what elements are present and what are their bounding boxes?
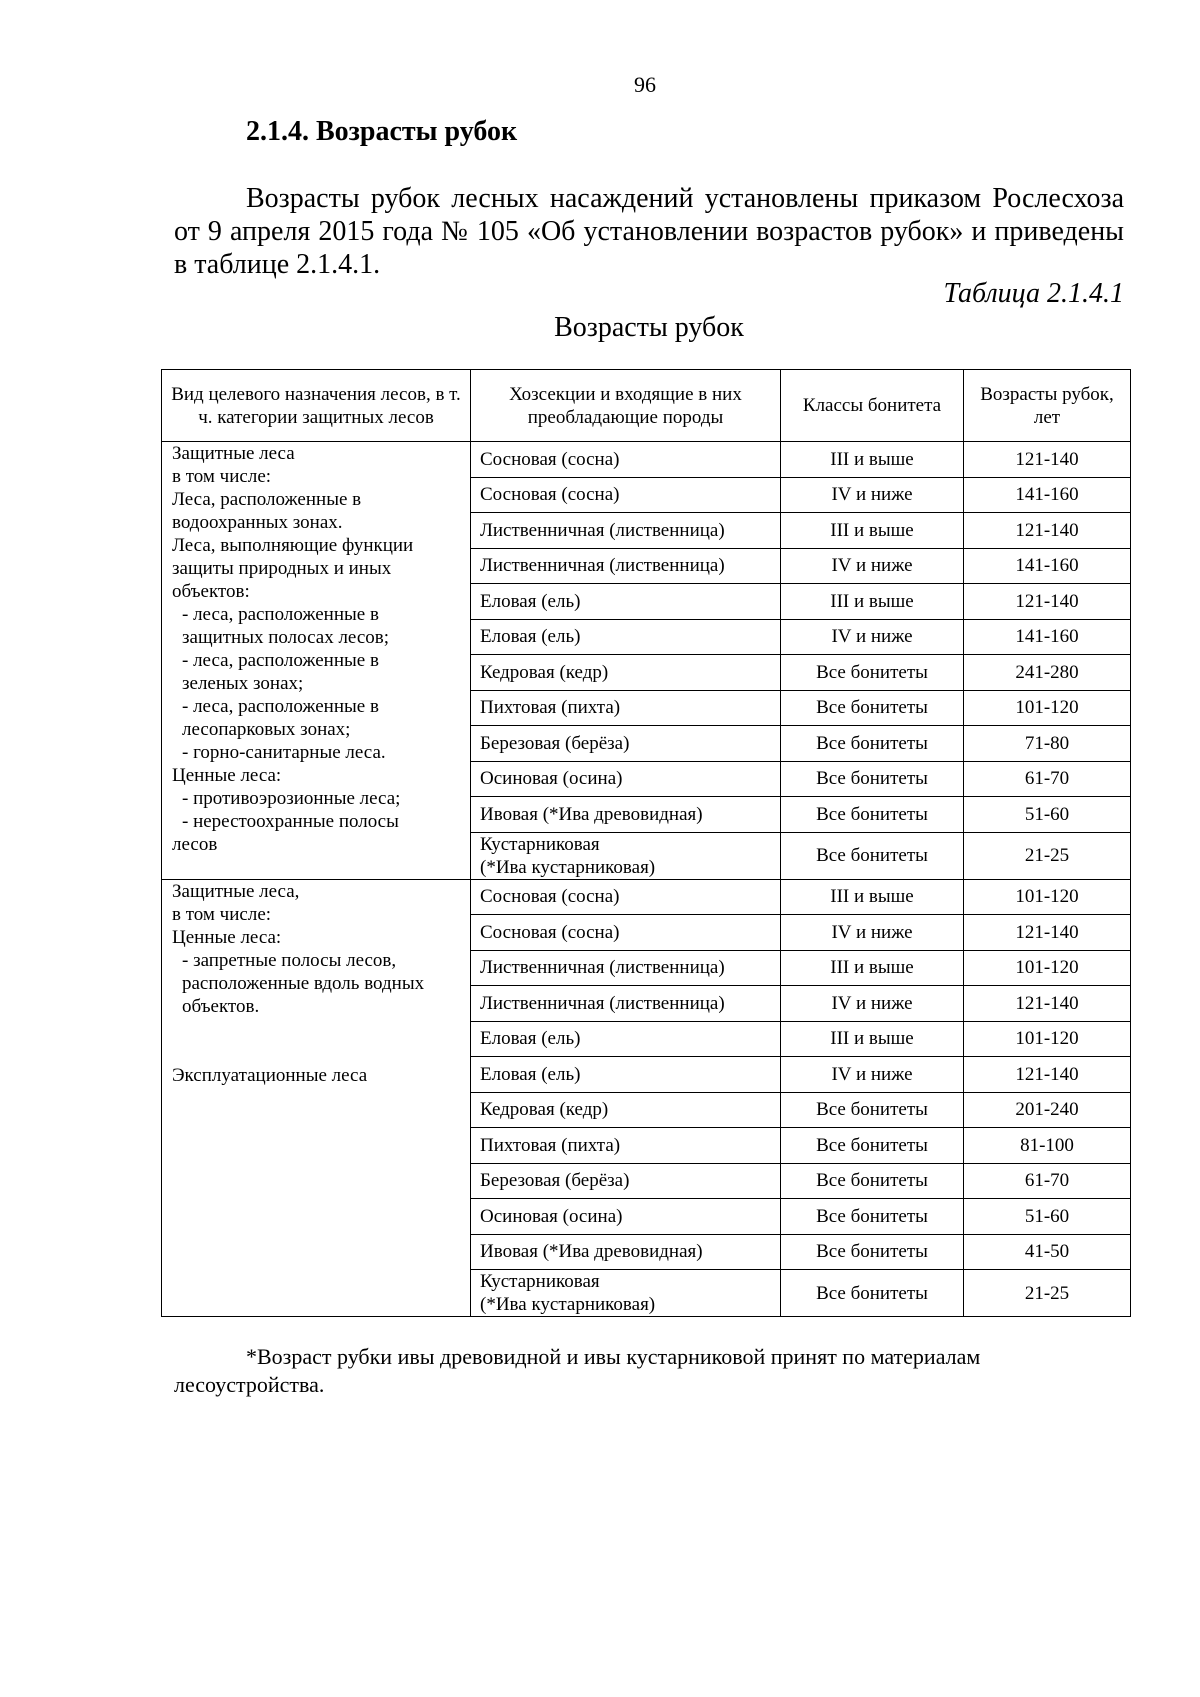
forest-purpose-cell <box>162 879 471 1317</box>
cutting-age-cell: 121-140 <box>964 584 1131 620</box>
bonitet-cell: III и выше <box>781 879 964 915</box>
bonitet-cell: Все бонитеты <box>781 761 964 797</box>
forest-purpose-line: Защитные леса, <box>172 880 300 902</box>
cutting-age-cell: 121-140 <box>964 513 1131 549</box>
breed-cell: Еловая (ель) <box>471 1057 781 1093</box>
table-row <box>162 442 1131 478</box>
breed-cell: Осиновая (осина) <box>471 1199 781 1235</box>
breed-cell: Сосновая (сосна) <box>471 879 781 915</box>
breed-cell: Березовая (берёза) <box>471 726 781 762</box>
bonitet-cell: Все бонитеты <box>781 655 964 691</box>
bonitet-cell: IV и ниже <box>781 477 964 513</box>
cutting-age-table <box>161 369 1131 1317</box>
cutting-age-cell: 61-70 <box>964 1163 1131 1199</box>
footnote: *Возраст рубки ивы древовидной и ивы кустарниковой принят по материалам лесоустройства. <box>174 1344 981 1397</box>
bonitet-cell: III и выше <box>781 584 964 620</box>
breed-cell: Березовая (берёза) <box>471 1163 781 1199</box>
cutting-age-cell: 51-60 <box>964 1199 1131 1235</box>
forest-purpose-line: защитных полосах лесов; <box>182 627 390 648</box>
forest-purpose-line: лесов <box>172 834 218 855</box>
table-title: Возрасты рубок <box>554 312 744 343</box>
forest-purpose-line: - нерестоохранные полосы <box>182 811 399 832</box>
forest-purpose-line: объектов: <box>172 581 250 602</box>
header-forest-purpose: Вид целевого назначения лесов, в т. ч. категории защитных лесов <box>162 370 471 442</box>
breed-cell: Осиновая (осина) <box>471 761 781 797</box>
bonitet-cell: Все бонитеты <box>781 1270 964 1317</box>
breed-cell: Сосновая (сосна) <box>471 442 781 478</box>
cutting-age-cell: 201-240 <box>964 1092 1131 1128</box>
breed-cell: Кустарниковая (*Ива кустарниковая) <box>471 832 781 879</box>
forest-purpose-line: Ценные леса: <box>172 765 282 786</box>
breed-cell: Ивовая (*Ива древовидная) <box>471 1234 781 1270</box>
cutting-age-cell: 101-120 <box>964 879 1131 915</box>
table-row <box>162 879 1131 915</box>
bonitet-cell: IV и ниже <box>781 986 964 1022</box>
cutting-age-cell: 101-120 <box>964 1021 1131 1057</box>
intro-paragraph: Возрасты рубок лесных насаждений установлены приказом Рослесхоза от 9 апреля 2015 года № 105 «Об установлении возрастов рубок» и приведены в таблице 2.1.4.1. <box>174 183 1124 280</box>
cutting-age-cell: 241-280 <box>964 655 1131 691</box>
cutting-age-cell: 141-160 <box>964 619 1131 655</box>
forest-purpose-line: - леса, расположенные в <box>182 604 379 625</box>
forest-purpose-line: - запретные полосы лесов, <box>182 949 397 971</box>
bonitet-cell: Все бонитеты <box>781 832 964 879</box>
cutting-age-cell: 81-100 <box>964 1128 1131 1164</box>
breed-cell: Еловая (ель) <box>471 619 781 655</box>
bonitet-cell: IV и ниже <box>781 915 964 951</box>
forest-purpose-line: - леса, расположенные в <box>182 696 379 717</box>
forest-purpose-line: - противоэрозионные леса; <box>182 788 401 809</box>
breed-cell: Кедровая (кедр) <box>471 1092 781 1128</box>
breed-cell: Пихтовая (пихта) <box>471 1128 781 1164</box>
forest-purpose-line: - горно-санитарные леса. <box>182 742 386 763</box>
header-cutting-age: Возрасты рубок, лет <box>964 370 1131 442</box>
forest-purpose-line: водоохранных зонах. <box>172 512 343 533</box>
cutting-age-cell: 21-25 <box>964 832 1131 879</box>
forest-purpose-line: лесопарковых зонах; <box>182 719 351 740</box>
forest-purpose-line: в том числе: <box>172 903 272 925</box>
forest-purpose-line <box>172 1018 464 1064</box>
bonitet-cell: Все бонитеты <box>781 1199 964 1235</box>
bonitet-cell: III и выше <box>781 513 964 549</box>
forest-purpose-line: Эксплуатационные леса <box>172 1064 368 1086</box>
bonitet-cell: IV и ниже <box>781 619 964 655</box>
cutting-age-cell: 51-60 <box>964 797 1131 833</box>
bonitet-cell: Все бонитеты <box>781 726 964 762</box>
cutting-age-cell: 141-160 <box>964 548 1131 584</box>
bonitet-cell: Все бонитеты <box>781 690 964 726</box>
forest-purpose-line: - леса, расположенные в <box>182 650 379 671</box>
table-body <box>162 442 1131 1317</box>
breed-cell: Лиственничная (лиственница) <box>471 513 781 549</box>
forest-purpose-line: Леса, расположенные в <box>172 489 362 510</box>
cutting-age-cell: 101-120 <box>964 950 1131 986</box>
table-header-row <box>162 370 1131 442</box>
bonitet-cell: Все бонитеты <box>781 1128 964 1164</box>
cutting-age-cell: 41-50 <box>964 1234 1131 1270</box>
breed-cell: Лиственничная (лиственница) <box>471 986 781 1022</box>
cutting-age-table-container <box>161 369 1130 1317</box>
breed-cell: Еловая (ель) <box>471 584 781 620</box>
bonitet-cell: IV и ниже <box>781 1057 964 1093</box>
cutting-age-cell: 121-140 <box>964 915 1131 951</box>
bonitet-cell: Все бонитеты <box>781 1092 964 1128</box>
cutting-age-cell: 141-160 <box>964 477 1131 513</box>
forest-purpose-line: Защитные леса <box>172 443 295 464</box>
cutting-age-cell: 121-140 <box>964 1057 1131 1093</box>
header-bonitet-class: Классы бонитета <box>781 370 964 442</box>
bonitet-cell: Все бонитеты <box>781 797 964 833</box>
cutting-age-cell: 121-140 <box>964 442 1131 478</box>
breed-cell: Еловая (ель) <box>471 1021 781 1057</box>
section-title: 2.1.4. Возрасты рубок <box>246 116 518 147</box>
cutting-age-cell: 61-70 <box>964 761 1131 797</box>
forest-purpose-line: расположенные вдоль водных <box>182 972 425 994</box>
header-economic-section: Хозсекции и входящие в них преобладающие породы <box>471 370 781 442</box>
breed-cell: Лиственничная (лиственница) <box>471 548 781 584</box>
table-caption: Таблица 2.1.4.1 <box>943 278 1124 309</box>
forest-purpose-line: в том числе: <box>172 466 272 487</box>
page-number: 96 <box>634 72 656 97</box>
cutting-age-cell: 21-25 <box>964 1270 1131 1317</box>
forest-purpose-line: Леса, выполняющие функции <box>172 535 414 556</box>
bonitet-cell: III и выше <box>781 1021 964 1057</box>
breed-cell: Сосновая (сосна) <box>471 915 781 951</box>
forest-purpose-line: объектов. <box>182 995 260 1017</box>
cutting-age-cell: 121-140 <box>964 986 1131 1022</box>
bonitet-cell: III и выше <box>781 950 964 986</box>
breed-cell: Лиственничная (лиственница) <box>471 950 781 986</box>
forest-purpose-line: Ценные леса: <box>172 926 282 948</box>
forest-purpose-line: зеленых зонах; <box>182 673 304 694</box>
breed-cell: Ивовая (*Ива древовидная) <box>471 797 781 833</box>
cutting-age-cell: 101-120 <box>964 690 1131 726</box>
cutting-age-cell: 71-80 <box>964 726 1131 762</box>
breed-cell: Сосновая (сосна) <box>471 477 781 513</box>
bonitet-cell: Все бонитеты <box>781 1163 964 1199</box>
forest-purpose-line: защиты природных и иных <box>172 558 392 579</box>
forest-purpose-cell <box>162 442 471 880</box>
bonitet-cell: III и выше <box>781 442 964 478</box>
bonitet-cell: Все бонитеты <box>781 1234 964 1270</box>
bonitet-cell: IV и ниже <box>781 548 964 584</box>
breed-cell: Кедровая (кедр) <box>471 655 781 691</box>
breed-cell: Кустарниковая (*Ива кустарниковая) <box>471 1270 781 1317</box>
breed-cell: Пихтовая (пихта) <box>471 690 781 726</box>
